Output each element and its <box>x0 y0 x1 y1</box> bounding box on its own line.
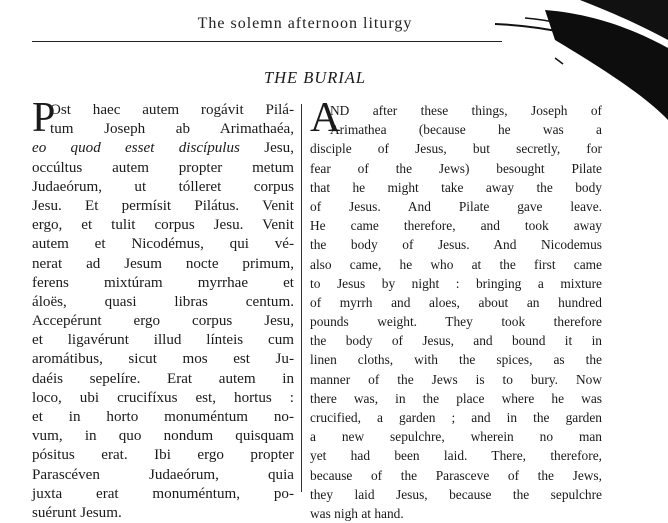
latin-line: loco, ubi crucifíxus est, hortus : <box>32 389 294 406</box>
latin-line: eo quod esset discípulus Jesu, <box>32 140 294 157</box>
latin-line: Judaeórum, ut tólleret corpus <box>32 178 294 195</box>
english-line: there was, in the place where he was <box>310 390 602 406</box>
column-divider <box>301 104 302 492</box>
english-line: crucified, a garden ; and in the garden <box>310 410 602 425</box>
section-title: THE BURIAL <box>263 68 367 87</box>
english-line: of Jesus. And Pilate gave leave. <box>310 198 602 214</box>
english-line: they laid Jesus, because the sepulchre <box>310 486 602 502</box>
english-line: to Jesus by night : bringing a mixture <box>310 275 602 291</box>
latin-line: ferens mixtúram myrrhae et <box>32 274 294 291</box>
latin-line: pósitus erat. Ibi ergo propter <box>32 447 294 464</box>
english-line: He came therefore, and took away <box>310 218 602 234</box>
latin-line: occúltus autem propter metum <box>32 159 294 176</box>
latin-line: Jesu. Et permísit Pilátus. Venit <box>32 197 294 214</box>
english-line: was nigh at hand. <box>310 505 404 521</box>
header-rule <box>32 41 502 42</box>
english-line: because of the Parasceve of the Jews, <box>310 467 602 483</box>
latin-line: Accepérunt ergo corpus Jesu, <box>32 313 294 330</box>
english-line: a new sepulchre, wherein no man <box>310 429 602 445</box>
running-header: The solemn afternoon liturgy <box>197 15 413 32</box>
latin-line: suérunt Jesum. <box>32 504 122 521</box>
english-column <box>310 95 602 523</box>
english-line: pounds weight. They took therefore <box>310 314 602 330</box>
latin-line: et in horto monuméntum no- <box>32 409 294 425</box>
latin-line: tum Joseph ab Arimathaéa, <box>50 121 294 138</box>
english-line: the body of Jesus. And Nicodemus <box>310 237 602 253</box>
english-line: the body of Jesus, and bound it in <box>310 333 602 349</box>
latin-line: Ost haec autem rogávit Pilá- <box>50 102 294 118</box>
english-line: of myrrh and aloes, about an hundred <box>310 294 602 310</box>
english-line: yet had been laid. There, therefore, <box>310 448 602 464</box>
english-line: that he might take away the body <box>310 179 602 195</box>
latin-line: daéis sepelíre. Erat autem in <box>32 370 294 387</box>
latin-line: juxta erat monuméntum, po- <box>32 485 294 502</box>
latin-line: ergo, et tulit corpus Jesu. Venit <box>32 217 294 234</box>
latin-line: autem et Nicodémus, qui vé- <box>32 236 294 253</box>
latin-line: aromátibus, sicut mos est Ju- <box>32 351 294 368</box>
english-line: ND after these things, Joseph of <box>330 103 602 118</box>
latin-italic: eo quod esset discípulus <box>32 140 240 157</box>
english-line: manner of the Jews is to bury. Now <box>310 371 602 387</box>
english-line: also came, he who at the first came <box>310 256 602 272</box>
latin-dropcap: P <box>32 95 56 141</box>
latin-line: nerat ad Jesum nocte primum, <box>32 255 294 272</box>
english-line: linen cloths, with the spices, as the <box>310 352 602 368</box>
english-line: Arimathea (because he was a <box>330 122 602 138</box>
latin-line: Parascéven Judaeórum, quia <box>32 466 294 483</box>
latin-line: áloës, quasi libras centum. <box>32 293 294 310</box>
english-line: fear of the Jews) besought Pilate <box>310 160 602 176</box>
latin-line: vum, in quo nondum quisquam <box>32 428 294 445</box>
english-dropcap: A <box>310 95 341 141</box>
latin-column <box>32 95 294 523</box>
english-line: disciple of Jesus, but secretly, for <box>310 141 602 157</box>
latin-line: et ligavérunt illud línteis cum <box>32 332 294 349</box>
